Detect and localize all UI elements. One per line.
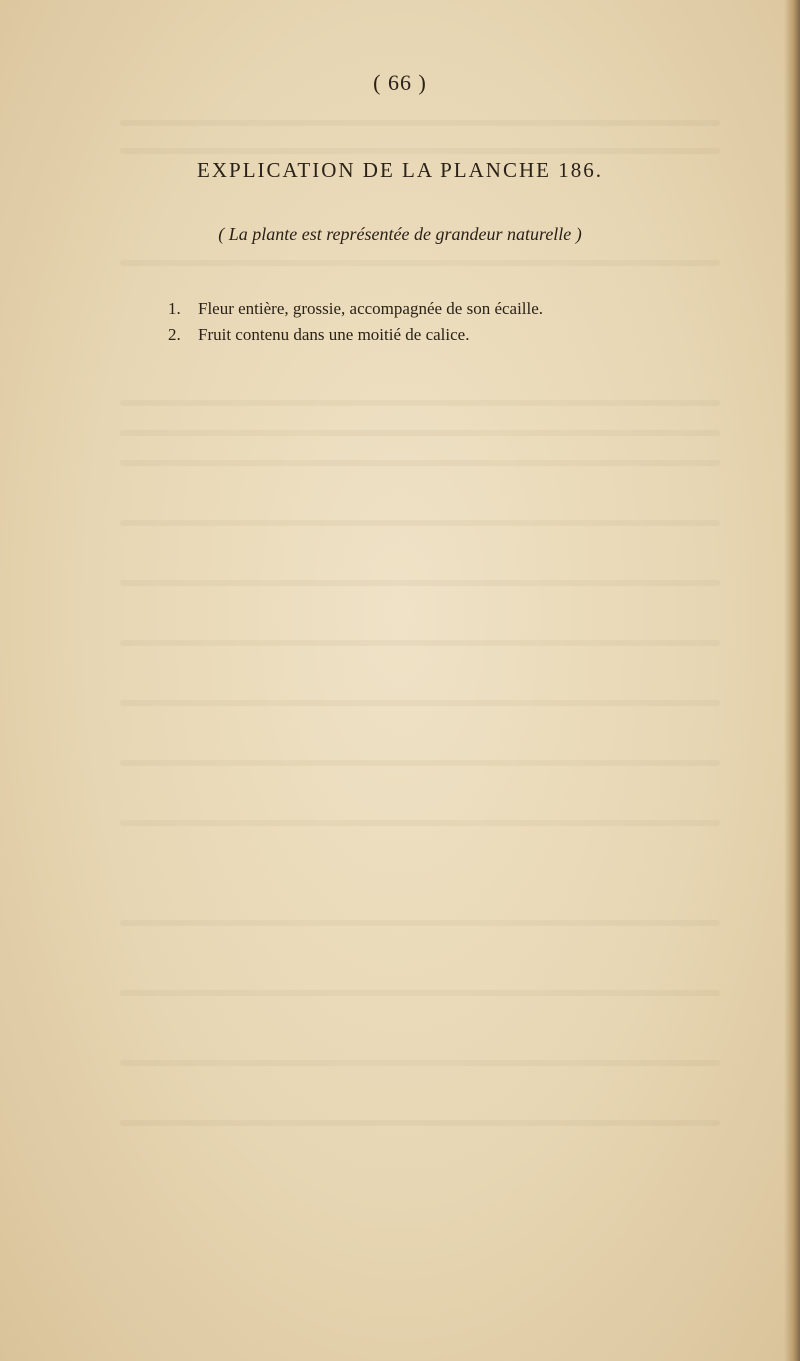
- bleed-through-line: [120, 580, 720, 586]
- bleed-through-line: [120, 520, 720, 526]
- plate-heading: EXPLICATION DE LA PLANCHE 186.: [197, 158, 603, 182]
- legend-item-number: 1.: [168, 299, 181, 318]
- bleed-through-line: [120, 430, 720, 436]
- figure-legend: [168, 296, 668, 348]
- legend-item-text: Fruit contenu dans une moitié de calice.: [198, 325, 470, 344]
- bleed-through-line: [120, 460, 720, 466]
- binding-edge: [784, 0, 800, 1361]
- legend-item-text: Fleur entière, grossie, accompagnée de son écaille.: [198, 299, 544, 318]
- bleed-through-line: [120, 820, 720, 826]
- bleed-through-line: [120, 700, 720, 706]
- legend-item: [168, 322, 668, 348]
- bleed-through-line: [120, 120, 720, 126]
- page-number: ( 66 ): [373, 70, 427, 95]
- bleed-through-line: [120, 760, 720, 766]
- bleed-through-line: [120, 260, 720, 266]
- plate-subtitle: ( La plante est représentée de grandeur naturelle ): [218, 224, 582, 244]
- bleed-through-line: [120, 148, 720, 154]
- legend-item-number: 2.: [168, 325, 181, 344]
- bleed-through-line: [120, 1060, 720, 1066]
- bleed-through-line: [120, 920, 720, 926]
- bleed-through-line: [120, 640, 720, 646]
- bleed-through-line: [120, 400, 720, 406]
- legend-item: [168, 296, 668, 322]
- bleed-through-line: [120, 990, 720, 996]
- bleed-through-line: [120, 1120, 720, 1126]
